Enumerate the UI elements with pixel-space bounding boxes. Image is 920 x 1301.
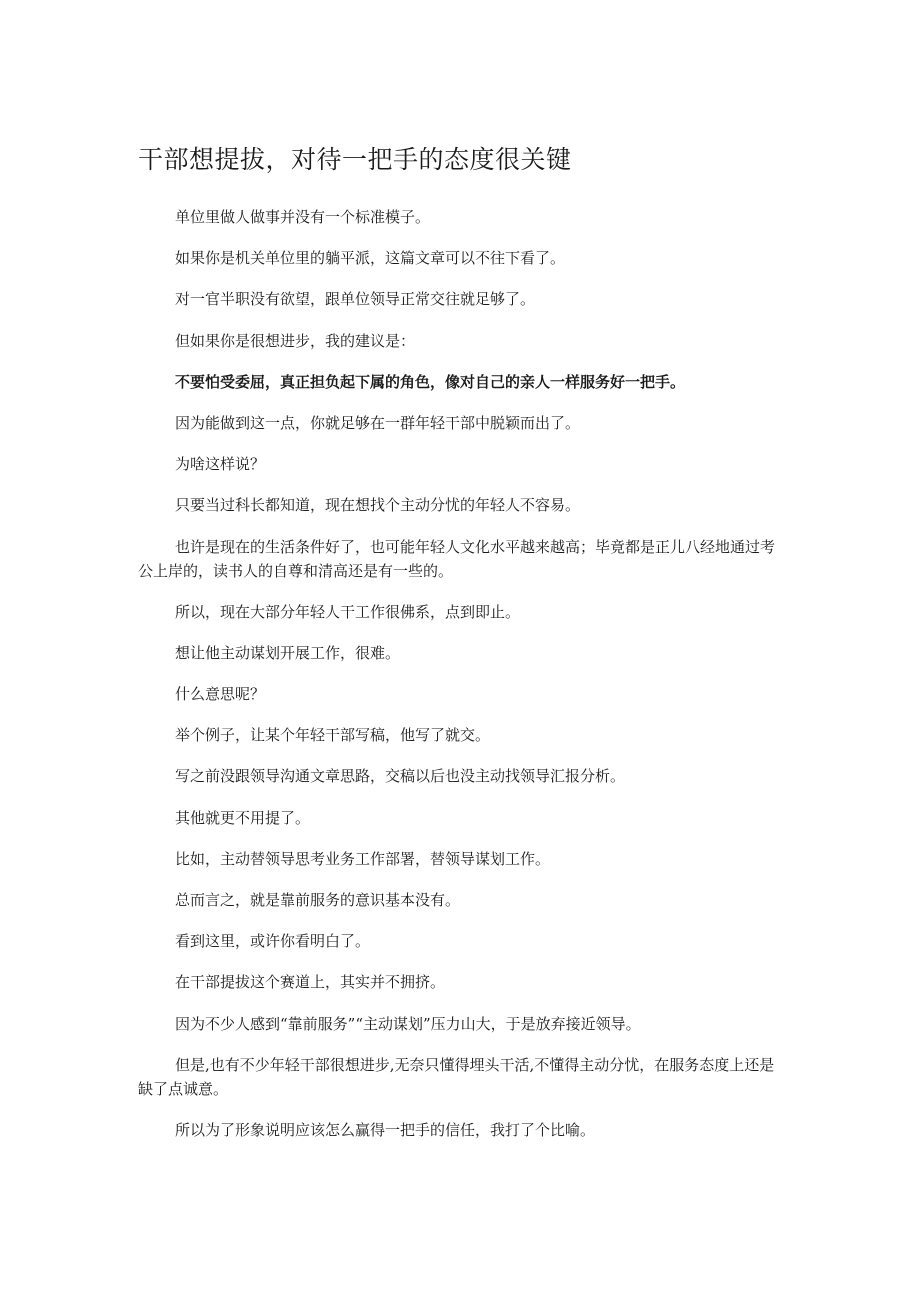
paragraph: 写之前没跟领导沟通文章思路，交稿以后也没主动找领导汇报分析。 <box>175 767 626 786</box>
paragraph: 也许是现在的生活条件好了，也可能年轻人文化水平越来越高；毕竟都是正儿八经地通过考公上岸的，读书人的自尊和清高还是有一些的。 <box>138 537 776 580</box>
document-body <box>138 205 784 1142</box>
document-title: 干部想提拔，对待一把手的态度很关键 <box>138 145 572 174</box>
paragraph: 所以为了形象说明应该怎么赢得一把手的信任，我打了个比喻。 <box>175 1120 596 1139</box>
paragraph: 比如，主动替领导思考业务工作部署，替领导谋划工作。 <box>175 849 551 868</box>
paragraph: 单位里做人做事并没有一个标准模子。 <box>175 208 431 226</box>
paragraph: 想让他主动谋划开展工作，很难。 <box>175 643 401 662</box>
paragraph: 什么意思呢？ <box>175 685 266 704</box>
document-page <box>138 142 784 1159</box>
paragraph: 举个例子，让某个年轻干部写稿，他写了就交。 <box>175 726 491 745</box>
paragraph: 为啥这样说？ <box>175 455 266 474</box>
paragraph: 因为不少人感到“靠前服务”“主动谋划”压力山大，于是放弃接近领导。 <box>175 1014 641 1033</box>
paragraph: 所以，现在大部分年轻人干工作很佛系，点到即止。 <box>175 602 521 621</box>
paragraph: 看到这里，或许你看明白了。 <box>175 932 371 951</box>
paragraph: 在干部提拔这个赛道上，其实并不拥挤。 <box>175 973 446 992</box>
paragraph: 如果你是机关单位里的躺平派，这篇文章可以不往下看了。 <box>175 249 566 268</box>
paragraph: 因为能做到这一点，你就足够在一群年轻干部中脱颖而出了。 <box>175 413 581 432</box>
paragraph: 但如果你是很想进步，我的建议是： <box>175 331 416 350</box>
paragraph: 但是,也有不少年轻干部很想进步,无奈只懂得埋头干活,不懂得主动分忧，在服务态度上还是缺了点诚意。 <box>138 1055 775 1098</box>
paragraph: 总而言之，就是靠前服务的意识基本没有。 <box>175 891 461 909</box>
paragraph: 其他就更不用提了。 <box>175 808 311 827</box>
paragraph: 只要当过科长都知道，现在想找个主动分忧的年轻人不容易。 <box>175 496 581 515</box>
paragraph: 对一官半职没有欲望，跟单位领导正常交往就足够了。 <box>175 290 536 309</box>
paragraph-emphasis: 不要怕受委屈，真正担负起下属的角色，像对自己的亲人一样服务好一把手。 <box>175 372 686 391</box>
